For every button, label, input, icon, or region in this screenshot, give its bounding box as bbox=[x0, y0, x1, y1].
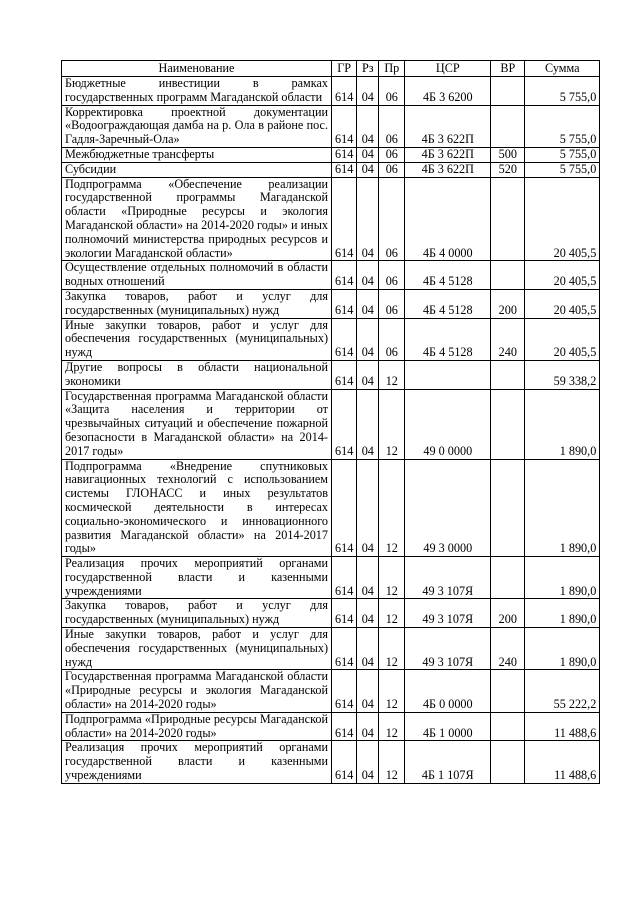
table-body bbox=[62, 77, 600, 784]
row-csr-cell: 4Б 1 107Я bbox=[405, 741, 491, 783]
row-name-cell: Иные закупки товаров, работ и услуг для обеспечения государственных (муниципальных) нужд bbox=[62, 318, 332, 360]
row-gr-cell: 614 bbox=[332, 389, 357, 459]
table-row bbox=[62, 177, 600, 261]
row-pr-cell: 06 bbox=[379, 162, 405, 177]
row-gr-cell: 614 bbox=[332, 177, 357, 261]
row-name-cell: Бюджетные инвестиции в рамках государственных программ Магаданской области bbox=[62, 77, 332, 106]
row-gr-cell: 614 bbox=[332, 261, 357, 290]
row-csr-cell: 49 0 0000 bbox=[405, 389, 491, 459]
table-row bbox=[62, 459, 600, 557]
row-name-cell: Закупка товаров, работ и услуг для государственных (муниципальных) нужд bbox=[62, 289, 332, 318]
row-name-cell: Реализация прочих мероприятий органами государственной власти и казенными учреждениями bbox=[62, 557, 332, 599]
row-rz-cell: 04 bbox=[357, 162, 379, 177]
row-rz-cell: 04 bbox=[357, 177, 379, 261]
row-gr-cell: 614 bbox=[332, 162, 357, 177]
row-name-cell: Другие вопросы в области национальной экономики bbox=[62, 360, 332, 389]
row-vr-cell: 200 bbox=[491, 289, 525, 318]
row-gr-cell: 614 bbox=[332, 77, 357, 106]
row-vr-cell: 520 bbox=[491, 162, 525, 177]
row-name-cell: Подпрограмма «Природные ресурсы Магаданской области» на 2014-2020 годы» bbox=[62, 712, 332, 741]
row-name-cell: Иные закупки товаров, работ и услуг для обеспечения государственных (муниципальных) нужд bbox=[62, 628, 332, 670]
row-vr-cell: 200 bbox=[491, 599, 525, 628]
row-sum-cell: 1 890,0 bbox=[525, 459, 600, 557]
row-rz-cell: 04 bbox=[357, 741, 379, 783]
row-rz-cell: 04 bbox=[357, 459, 379, 557]
row-sum-cell: 5 755,0 bbox=[525, 105, 600, 147]
row-csr-cell: 4Б 1 0000 bbox=[405, 712, 491, 741]
row-vr-cell bbox=[491, 105, 525, 147]
header-name: Наименование bbox=[62, 61, 332, 77]
row-pr-cell: 12 bbox=[379, 360, 405, 389]
row-name-cell: Государственная программа Магаданской области «Защита населения и территории от чрезвычайных ситуаций и обеспечение пожарной безопасности в Магаданской области» на 2014-2017 годы» bbox=[62, 389, 332, 459]
row-name-cell: Закупка товаров, работ и услуг для государственных (муниципальных) нужд bbox=[62, 599, 332, 628]
row-vr-cell bbox=[491, 741, 525, 783]
row-rz-cell: 04 bbox=[357, 360, 379, 389]
row-gr-cell: 614 bbox=[332, 741, 357, 783]
row-gr-cell: 614 bbox=[332, 670, 357, 712]
row-rz-cell: 04 bbox=[357, 289, 379, 318]
row-csr-cell: 4Б 3 6200 bbox=[405, 77, 491, 106]
table-row bbox=[62, 105, 600, 147]
row-vr-cell bbox=[491, 360, 525, 389]
row-vr-cell bbox=[491, 712, 525, 741]
row-vr-cell: 240 bbox=[491, 318, 525, 360]
row-vr-cell bbox=[491, 389, 525, 459]
row-csr-cell: 4Б 4 5128 bbox=[405, 261, 491, 290]
row-rz-cell: 04 bbox=[357, 318, 379, 360]
table-row bbox=[62, 670, 600, 712]
row-pr-cell: 12 bbox=[379, 628, 405, 670]
row-sum-cell: 5 755,0 bbox=[525, 147, 600, 162]
table-header-row bbox=[62, 61, 600, 77]
table-row bbox=[62, 318, 600, 360]
table-row bbox=[62, 389, 600, 459]
row-pr-cell: 06 bbox=[379, 261, 405, 290]
row-rz-cell: 04 bbox=[357, 670, 379, 712]
row-name-cell: Подпрограмма «Обеспечение реализации государственной программы Магаданской области «Природные ресурсы и экология Магаданской области» на 2014-2020 годы» и иных полномочий министерства природных ресурсов и экологии Магаданской области» bbox=[62, 177, 332, 261]
row-pr-cell: 12 bbox=[379, 599, 405, 628]
row-csr-cell: 49 3 0000 bbox=[405, 459, 491, 557]
row-csr-cell: 4Б 4 5128 bbox=[405, 289, 491, 318]
row-sum-cell: 5 755,0 bbox=[525, 162, 600, 177]
row-rz-cell: 04 bbox=[357, 389, 379, 459]
row-rz-cell: 04 bbox=[357, 599, 379, 628]
row-csr-cell: 4Б 3 622П bbox=[405, 105, 491, 147]
row-sum-cell: 1 890,0 bbox=[525, 628, 600, 670]
row-rz-cell: 04 bbox=[357, 628, 379, 670]
row-rz-cell: 04 bbox=[357, 77, 379, 106]
row-gr-cell: 614 bbox=[332, 360, 357, 389]
row-name-cell: Субсидии bbox=[62, 162, 332, 177]
table-row bbox=[62, 289, 600, 318]
row-sum-cell: 20 405,5 bbox=[525, 289, 600, 318]
row-gr-cell: 614 bbox=[332, 289, 357, 318]
row-rz-cell: 04 bbox=[357, 147, 379, 162]
row-name-cell: Подпрограмма «Внедрение спутниковых навигационных технологий с использованием системы ГЛОНАСС и иных результатов космической деятельности в интересах социально-экономического и инновационного развития Магаданской области» на 2014-2017 годы» bbox=[62, 459, 332, 557]
table-row bbox=[62, 741, 600, 783]
row-vr-cell: 500 bbox=[491, 147, 525, 162]
row-sum-cell: 59 338,2 bbox=[525, 360, 600, 389]
row-pr-cell: 12 bbox=[379, 459, 405, 557]
row-gr-cell: 614 bbox=[332, 318, 357, 360]
row-csr-cell: 4Б 3 622П bbox=[405, 147, 491, 162]
row-rz-cell: 04 bbox=[357, 712, 379, 741]
row-sum-cell: 11 488,6 bbox=[525, 712, 600, 741]
row-gr-cell: 614 bbox=[332, 105, 357, 147]
row-vr-cell bbox=[491, 261, 525, 290]
row-csr-cell bbox=[405, 360, 491, 389]
header-sum: Сумма bbox=[525, 61, 600, 77]
row-vr-cell: 240 bbox=[491, 628, 525, 670]
row-csr-cell: 49 3 107Я bbox=[405, 599, 491, 628]
row-pr-cell: 06 bbox=[379, 289, 405, 318]
row-vr-cell bbox=[491, 77, 525, 106]
row-pr-cell: 06 bbox=[379, 77, 405, 106]
row-pr-cell: 06 bbox=[379, 177, 405, 261]
row-sum-cell: 5 755,0 bbox=[525, 77, 600, 106]
row-rz-cell: 04 bbox=[357, 557, 379, 599]
row-csr-cell: 49 3 107Я bbox=[405, 628, 491, 670]
table-row bbox=[62, 712, 600, 741]
header-pr: Пр bbox=[379, 61, 405, 77]
row-gr-cell: 614 bbox=[332, 557, 357, 599]
row-pr-cell: 12 bbox=[379, 389, 405, 459]
row-vr-cell bbox=[491, 670, 525, 712]
row-pr-cell: 12 bbox=[379, 670, 405, 712]
row-sum-cell: 55 222,2 bbox=[525, 670, 600, 712]
row-sum-cell: 1 890,0 bbox=[525, 389, 600, 459]
header-csr: ЦСР bbox=[405, 61, 491, 77]
row-sum-cell: 20 405,5 bbox=[525, 177, 600, 261]
row-pr-cell: 06 bbox=[379, 147, 405, 162]
table-row bbox=[62, 360, 600, 389]
row-pr-cell: 12 bbox=[379, 741, 405, 783]
table-row bbox=[62, 77, 600, 106]
row-csr-cell: 4Б 0 0000 bbox=[405, 670, 491, 712]
table-row bbox=[62, 147, 600, 162]
row-gr-cell: 614 bbox=[332, 147, 357, 162]
row-gr-cell: 614 bbox=[332, 599, 357, 628]
row-csr-cell: 49 3 107Я bbox=[405, 557, 491, 599]
row-pr-cell: 12 bbox=[379, 712, 405, 741]
row-gr-cell: 614 bbox=[332, 712, 357, 741]
row-sum-cell: 20 405,5 bbox=[525, 318, 600, 360]
row-gr-cell: 614 bbox=[332, 628, 357, 670]
row-sum-cell: 1 890,0 bbox=[525, 599, 600, 628]
row-pr-cell: 06 bbox=[379, 105, 405, 147]
header-rz: Рз bbox=[357, 61, 379, 77]
row-sum-cell: 1 890,0 bbox=[525, 557, 600, 599]
header-vr: ВР bbox=[491, 61, 525, 77]
table-row bbox=[62, 162, 600, 177]
row-gr-cell: 614 bbox=[332, 459, 357, 557]
table-row bbox=[62, 599, 600, 628]
row-vr-cell bbox=[491, 557, 525, 599]
row-rz-cell: 04 bbox=[357, 261, 379, 290]
row-csr-cell: 4Б 4 0000 bbox=[405, 177, 491, 261]
row-name-cell: Реализация прочих мероприятий органами государственной власти и казенными учреждениями bbox=[62, 741, 332, 783]
row-sum-cell: 20 405,5 bbox=[525, 261, 600, 290]
row-pr-cell: 06 bbox=[379, 318, 405, 360]
row-name-cell: Корректировка проектной документации «Водоограждающая дамба на р. Ола в районе пос. Гадля-Заречный-Ола» bbox=[62, 105, 332, 147]
row-name-cell: Государственная программа Магаданской области «Природные ресурсы и экология Магаданской области» на 2014-2020 годы» bbox=[62, 670, 332, 712]
row-csr-cell: 4Б 3 622П bbox=[405, 162, 491, 177]
row-vr-cell bbox=[491, 459, 525, 557]
row-rz-cell: 04 bbox=[357, 105, 379, 147]
row-vr-cell bbox=[491, 177, 525, 261]
table-row bbox=[62, 628, 600, 670]
header-gr: ГР bbox=[332, 61, 357, 77]
table-row bbox=[62, 261, 600, 290]
row-csr-cell: 4Б 4 5128 bbox=[405, 318, 491, 360]
row-name-cell: Осуществление отдельных полномочий в области водных отношений bbox=[62, 261, 332, 290]
row-name-cell: Межбюджетные трансферты bbox=[62, 147, 332, 162]
row-pr-cell: 12 bbox=[379, 557, 405, 599]
budget-table bbox=[61, 60, 600, 784]
row-sum-cell: 11 488,6 bbox=[525, 741, 600, 783]
table-row bbox=[62, 557, 600, 599]
